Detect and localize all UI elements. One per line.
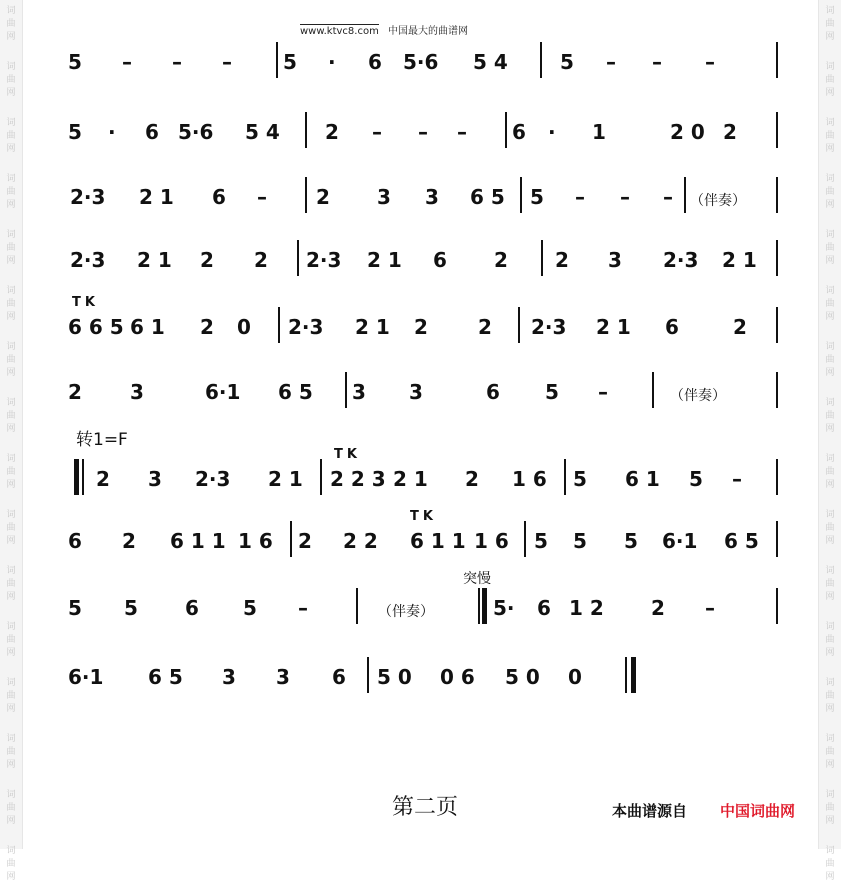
barline bbox=[776, 177, 778, 213]
watermark-char: 网 bbox=[825, 368, 835, 378]
score-note: – bbox=[652, 50, 662, 74]
score-note: 2 2 bbox=[343, 529, 378, 553]
barline bbox=[776, 372, 778, 408]
score-note: 2 bbox=[494, 248, 508, 272]
score-note: 6·1 bbox=[205, 380, 241, 404]
score-note: 3 bbox=[276, 665, 290, 689]
barline bbox=[290, 521, 292, 557]
watermark-char: 网 bbox=[825, 312, 835, 322]
watermark-char: 词 bbox=[825, 510, 835, 520]
watermark-char: 词 bbox=[6, 846, 16, 856]
watermark-char: 网 bbox=[825, 648, 835, 658]
watermark-char: 曲 bbox=[825, 467, 835, 477]
watermark-char: 词 bbox=[6, 734, 16, 744]
watermark-char: 网 bbox=[6, 312, 16, 322]
score-note: 2 bbox=[254, 248, 268, 272]
technique-mark: TK bbox=[72, 295, 99, 310]
watermark-char: 网 bbox=[825, 32, 835, 42]
score-note: 2 bbox=[96, 467, 110, 491]
barline bbox=[82, 459, 84, 495]
watermark-char: 曲 bbox=[825, 75, 835, 85]
score-note: 2 1 bbox=[596, 315, 631, 339]
watermark-char: 词 bbox=[825, 398, 835, 408]
score-note: 5 bbox=[283, 50, 297, 74]
watermark-char: 词 bbox=[825, 454, 835, 464]
watermark-char: 网 bbox=[6, 760, 16, 770]
watermark-char: 曲 bbox=[825, 355, 835, 365]
watermark-char: 词 bbox=[6, 118, 16, 128]
watermark-char: 词 bbox=[6, 510, 16, 520]
watermark-char: 词 bbox=[6, 230, 16, 240]
watermark-char: 曲 bbox=[825, 19, 835, 29]
watermark-char: 曲 bbox=[825, 243, 835, 253]
score-note: 5·6 bbox=[178, 120, 214, 144]
score-line bbox=[0, 295, 841, 353]
score-note: 0 6 bbox=[440, 665, 475, 689]
barline bbox=[524, 521, 526, 557]
watermark-char: 曲 bbox=[825, 803, 835, 813]
accompaniment-label: （伴奏） bbox=[670, 388, 726, 404]
watermark-char: 词 bbox=[6, 454, 16, 464]
score-note: – bbox=[257, 185, 267, 209]
score-note: 6 bbox=[332, 665, 346, 689]
watermark-char: 词 bbox=[6, 678, 16, 688]
watermark-char: 词 bbox=[6, 62, 16, 72]
score-note: 6 bbox=[433, 248, 447, 272]
score-note: 2 bbox=[68, 380, 82, 404]
watermark-char: 网 bbox=[825, 816, 835, 826]
score-note: 2·3 bbox=[288, 315, 324, 339]
source-label: 本曲谱源自 bbox=[612, 802, 688, 820]
watermark-char: 网 bbox=[6, 872, 16, 882]
watermark-char: 曲 bbox=[6, 523, 16, 533]
watermark-char: 网 bbox=[825, 480, 835, 490]
watermark-char: 曲 bbox=[6, 243, 16, 253]
score-note: 2 bbox=[733, 315, 747, 339]
watermark-char: 词 bbox=[825, 846, 835, 856]
score-note: 3 bbox=[608, 248, 622, 272]
watermark-char: 曲 bbox=[6, 355, 16, 365]
barline bbox=[320, 459, 322, 495]
barline bbox=[345, 372, 347, 408]
watermark-char: 网 bbox=[6, 424, 16, 434]
key-change: 转1=F bbox=[76, 430, 128, 450]
watermark-char: 网 bbox=[6, 88, 16, 98]
score-note: 6 bbox=[68, 529, 82, 553]
score-note: 5 bbox=[534, 529, 548, 553]
score-line bbox=[0, 118, 841, 158]
watermark-char: 曲 bbox=[6, 19, 16, 29]
watermark-char: 词 bbox=[6, 342, 16, 352]
barline bbox=[540, 42, 542, 78]
watermark-char: 曲 bbox=[825, 187, 835, 197]
watermark-char: 曲 bbox=[6, 75, 16, 85]
score-note: 6 1 bbox=[130, 315, 165, 339]
score-note: – bbox=[298, 596, 308, 620]
score-note: – bbox=[457, 120, 467, 144]
watermark-char: 词 bbox=[6, 622, 16, 632]
score-note: 6 5 bbox=[470, 185, 505, 209]
score-note: – bbox=[172, 50, 182, 74]
score-note: 6 bbox=[368, 50, 382, 74]
score-note: 3 bbox=[148, 467, 162, 491]
watermark-char: 词 bbox=[6, 286, 16, 296]
score-line bbox=[0, 246, 841, 286]
final-barline bbox=[631, 657, 636, 693]
barline bbox=[625, 657, 627, 693]
score-note: · bbox=[328, 50, 336, 74]
score-note: 2 1 bbox=[722, 248, 757, 272]
score-line bbox=[0, 183, 841, 223]
score-note: 2·3 bbox=[663, 248, 699, 272]
watermark-char: 曲 bbox=[825, 635, 835, 645]
score-note: 2 1 bbox=[367, 248, 402, 272]
watermark-char: 曲 bbox=[6, 859, 16, 869]
score-note: 2 bbox=[200, 315, 214, 339]
score-note: 6·1 bbox=[662, 529, 698, 553]
tempo-marking: 突慢 bbox=[463, 571, 491, 587]
watermark-char: 词 bbox=[6, 566, 16, 576]
barline bbox=[518, 307, 520, 343]
barline bbox=[564, 459, 566, 495]
technique-mark: TK bbox=[410, 509, 437, 524]
score-note: 5 bbox=[68, 50, 82, 74]
watermark-char: 曲 bbox=[6, 131, 16, 141]
score-note: 5 bbox=[124, 596, 138, 620]
score-note: 5 bbox=[68, 596, 82, 620]
barline bbox=[776, 307, 778, 343]
score-note: 2 bbox=[555, 248, 569, 272]
score-note: 5 bbox=[573, 529, 587, 553]
watermark-char: 网 bbox=[6, 816, 16, 826]
barline bbox=[276, 42, 278, 78]
score-note: · bbox=[108, 120, 116, 144]
score-note: 5 bbox=[560, 50, 574, 74]
watermark-char: 词 bbox=[825, 622, 835, 632]
barline bbox=[520, 177, 522, 213]
technique-mark: TK bbox=[334, 447, 361, 462]
watermark-char: 网 bbox=[825, 424, 835, 434]
score-note: – bbox=[705, 596, 715, 620]
score-line bbox=[0, 378, 841, 418]
score-note: 2 bbox=[414, 315, 428, 339]
watermark-char: 曲 bbox=[825, 747, 835, 757]
watermark-char: 曲 bbox=[6, 299, 16, 309]
score-note: – bbox=[598, 380, 608, 404]
watermark-char: 词 bbox=[825, 230, 835, 240]
score-note: 1 6 bbox=[474, 529, 509, 553]
watermark-char: 网 bbox=[825, 144, 835, 154]
score-note: 3 bbox=[222, 665, 236, 689]
barline bbox=[776, 240, 778, 276]
score-note: 1 6 bbox=[238, 529, 273, 553]
barline bbox=[478, 588, 480, 624]
score-note: 6 bbox=[145, 120, 159, 144]
watermark-char: 词 bbox=[825, 286, 835, 296]
score-note: 2·3 bbox=[531, 315, 567, 339]
score-note: 5· bbox=[493, 596, 515, 620]
score-line bbox=[0, 447, 841, 505]
score-note: 5 0 bbox=[505, 665, 540, 689]
watermark-char: 网 bbox=[6, 32, 16, 42]
watermark-char: 网 bbox=[825, 872, 835, 882]
watermark-char: 词 bbox=[825, 62, 835, 72]
watermark-char: 网 bbox=[6, 704, 16, 714]
site-url[interactable]: www.ktvc8.com bbox=[300, 26, 379, 37]
watermark-char: 网 bbox=[6, 368, 16, 378]
watermark-char: 曲 bbox=[6, 579, 16, 589]
score-line bbox=[0, 509, 841, 567]
score-note: 2 bbox=[316, 185, 330, 209]
score-note: – bbox=[606, 50, 616, 74]
score-note: – bbox=[620, 185, 630, 209]
score-line bbox=[0, 571, 841, 634]
score-note: 6 bbox=[185, 596, 199, 620]
watermark-char: 曲 bbox=[6, 467, 16, 477]
barline bbox=[297, 240, 299, 276]
score-note: 2 bbox=[465, 467, 479, 491]
score-note: – bbox=[705, 50, 715, 74]
watermark-char: 曲 bbox=[825, 131, 835, 141]
score-note: 5·6 bbox=[403, 50, 439, 74]
score-note: 6 5 bbox=[278, 380, 313, 404]
watermark-char: 网 bbox=[6, 200, 16, 210]
score-note: 1 2 bbox=[569, 596, 604, 620]
watermark-char: 曲 bbox=[6, 747, 16, 757]
barline bbox=[367, 657, 369, 693]
score-note: 6 bbox=[665, 315, 679, 339]
score-note: 6 1 1 bbox=[170, 529, 226, 553]
score-line bbox=[0, 663, 841, 703]
score-note: 3 bbox=[130, 380, 144, 404]
score-note: 5 bbox=[545, 380, 559, 404]
repeat-start-barline bbox=[74, 459, 79, 495]
score-line bbox=[0, 48, 841, 88]
repeat-end-barline bbox=[482, 588, 487, 624]
score-note: 6 bbox=[537, 596, 551, 620]
score-note: 6 5 bbox=[724, 529, 759, 553]
watermark-char: 词 bbox=[6, 174, 16, 184]
score-note: 5 bbox=[573, 467, 587, 491]
score-note: 2 bbox=[200, 248, 214, 272]
accompaniment-label: （伴奏） bbox=[378, 604, 434, 620]
score-note: 2·3 bbox=[306, 248, 342, 272]
score-note: 5 bbox=[243, 596, 257, 620]
score-note: 6 bbox=[512, 120, 526, 144]
score-note: – bbox=[372, 120, 382, 144]
score-note: 5 4 bbox=[473, 50, 508, 74]
watermark-char: 网 bbox=[825, 536, 835, 546]
watermark-char: 曲 bbox=[825, 859, 835, 869]
barline bbox=[541, 240, 543, 276]
watermark-char: 网 bbox=[6, 256, 16, 266]
watermark-char: 曲 bbox=[6, 411, 16, 421]
watermark-char: 词 bbox=[6, 790, 16, 800]
watermark-char: 词 bbox=[6, 6, 16, 16]
watermark-char: 曲 bbox=[825, 411, 835, 421]
score-note: – bbox=[663, 185, 673, 209]
watermark-char: 词 bbox=[825, 790, 835, 800]
watermark-char: 网 bbox=[825, 592, 835, 602]
barline bbox=[684, 177, 686, 213]
watermark-char: 词 bbox=[825, 6, 835, 16]
barline bbox=[278, 307, 280, 343]
barline bbox=[776, 42, 778, 78]
site-tagline: 中国最大的曲谱网 bbox=[388, 26, 469, 37]
score-note: 2·3 bbox=[70, 248, 106, 272]
score-note: 2 bbox=[651, 596, 665, 620]
barline bbox=[356, 588, 358, 624]
watermark-char: 网 bbox=[825, 88, 835, 98]
score-note: 5 bbox=[689, 467, 703, 491]
source-name[interactable]: 中国词曲网 bbox=[720, 802, 796, 820]
watermark-char: 网 bbox=[6, 592, 16, 602]
watermark-char: 词 bbox=[825, 678, 835, 688]
barline bbox=[776, 112, 778, 148]
score-note: 0 bbox=[237, 315, 251, 339]
score-note: 0 bbox=[568, 665, 582, 689]
score-note: – bbox=[418, 120, 428, 144]
score-note: 2 1 bbox=[393, 467, 428, 491]
watermark-char: 词 bbox=[825, 174, 835, 184]
watermark-char: 网 bbox=[825, 256, 835, 266]
watermark-char: 网 bbox=[825, 760, 835, 770]
watermark-char: 网 bbox=[825, 200, 835, 210]
barline bbox=[776, 521, 778, 557]
score-note: – bbox=[122, 50, 132, 74]
score-note: 3 bbox=[425, 185, 439, 209]
score-note: 6 bbox=[486, 380, 500, 404]
score-note: 2 bbox=[122, 529, 136, 553]
watermark-char: 词 bbox=[825, 342, 835, 352]
barline bbox=[305, 177, 307, 213]
accompaniment-label: （伴奏） bbox=[690, 193, 746, 209]
score-note: – bbox=[575, 185, 585, 209]
watermark-char: 网 bbox=[6, 648, 16, 658]
score-note: 5 0 bbox=[377, 665, 412, 689]
score-note: 2 1 bbox=[355, 315, 390, 339]
watermark-char: 词 bbox=[825, 118, 835, 128]
score-note: 2 2 3 bbox=[330, 467, 386, 491]
score-note: 2 bbox=[325, 120, 339, 144]
watermark-char: 网 bbox=[6, 536, 16, 546]
watermark-char: 曲 bbox=[6, 691, 16, 701]
score-note: 2 bbox=[298, 529, 312, 553]
score-note: 5 bbox=[530, 185, 544, 209]
watermark-char: 网 bbox=[6, 144, 16, 154]
barline bbox=[505, 112, 507, 148]
page-number: 第二页 bbox=[392, 795, 459, 820]
score-note: 2 1 bbox=[137, 248, 172, 272]
watermark-char: 词 bbox=[6, 398, 16, 408]
score-note: 5 bbox=[68, 120, 82, 144]
score-note: 6·1 bbox=[68, 665, 104, 689]
watermark-char: 曲 bbox=[825, 299, 835, 309]
score-note: 5 bbox=[624, 529, 638, 553]
watermark-char: 曲 bbox=[6, 635, 16, 645]
watermark-char: 曲 bbox=[6, 187, 16, 197]
watermark-char: 词 bbox=[825, 734, 835, 744]
site-header bbox=[300, 22, 468, 37]
score-note: – bbox=[222, 50, 232, 74]
score-note: 2 bbox=[723, 120, 737, 144]
barline bbox=[776, 588, 778, 624]
score-note: 5 4 bbox=[245, 120, 280, 144]
score-note: 6 6 5 bbox=[68, 315, 124, 339]
score-note: 2·3 bbox=[195, 467, 231, 491]
score-note: · bbox=[548, 120, 556, 144]
score-note: 2 bbox=[478, 315, 492, 339]
score-note: 2 1 bbox=[268, 467, 303, 491]
score-note: – bbox=[732, 467, 742, 491]
score-note: 6 1 bbox=[625, 467, 660, 491]
watermark-char: 词 bbox=[825, 566, 835, 576]
score-note: 2 1 bbox=[139, 185, 174, 209]
watermark-char: 网 bbox=[825, 704, 835, 714]
barline bbox=[305, 112, 307, 148]
barline bbox=[776, 459, 778, 495]
score-note: 6 5 bbox=[148, 665, 183, 689]
watermark-char: 曲 bbox=[825, 579, 835, 589]
score-note: 3 bbox=[377, 185, 391, 209]
score-note: 3 bbox=[409, 380, 423, 404]
score-note: 2·3 bbox=[70, 185, 106, 209]
score-note: 6 1 1 bbox=[410, 529, 466, 553]
watermark-char: 曲 bbox=[6, 803, 16, 813]
watermark-char: 曲 bbox=[825, 523, 835, 533]
score-note: 2 0 bbox=[670, 120, 705, 144]
watermark-char: 网 bbox=[6, 480, 16, 490]
score-note: 1 6 bbox=[512, 467, 547, 491]
barline bbox=[652, 372, 654, 408]
score-note: 3 bbox=[352, 380, 366, 404]
watermark-char: 曲 bbox=[825, 691, 835, 701]
score-note: 1 bbox=[592, 120, 606, 144]
score-note: 6 bbox=[212, 185, 226, 209]
